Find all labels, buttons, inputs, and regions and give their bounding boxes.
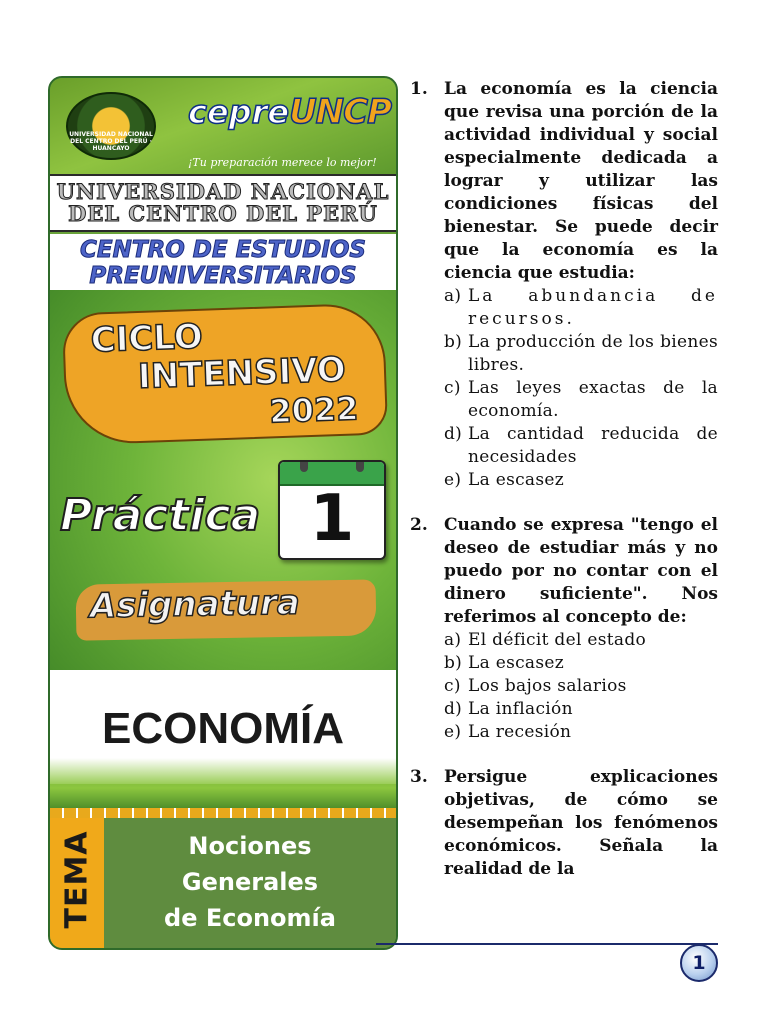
option-letter: a) xyxy=(444,630,462,650)
center-name xyxy=(50,234,396,290)
question-text: La economía es la ciencia que revisa una porción de la actividad individual y social especialmente dedicada a lograr y utilizar las condiciones físicas del bienestar. Se puede decir que la economía es la ciencia que estudia: xyxy=(444,79,718,283)
seal-text: UNIVERSIDAD NACIONAL DEL CENTRO DEL PERÚ · HUANCAYO xyxy=(69,131,153,152)
option-e xyxy=(444,721,718,744)
option-letter: b) xyxy=(444,653,463,673)
option-text: La cantidad reducida de necesidades xyxy=(468,424,718,467)
option-e xyxy=(444,469,718,492)
option-letter: d) xyxy=(444,699,463,719)
option-a xyxy=(444,285,718,331)
cycle-line-1: CICLO xyxy=(90,316,204,361)
topic-title xyxy=(104,828,396,936)
cycle-badge xyxy=(62,302,388,445)
grass-decoration xyxy=(50,758,396,808)
university-line-2: DEL CENTRO DEL PERÚ xyxy=(68,201,378,226)
option-text: La abundancia de recursos. xyxy=(468,286,718,329)
option-letter: b) xyxy=(444,332,463,352)
cycle-line-2: INTENSIVO xyxy=(137,349,347,398)
question-3 xyxy=(410,766,718,881)
university-line-1: UNIVERSIDAD NACIONAL xyxy=(56,179,390,204)
practice-label: Práctica xyxy=(60,490,261,541)
option-text: Las leyes exactas de la economía. xyxy=(468,378,718,421)
cover-panel xyxy=(48,76,398,950)
option-c xyxy=(444,675,718,698)
option-c xyxy=(444,377,718,423)
page-number: 1 xyxy=(680,944,718,982)
topic-label-strip xyxy=(50,818,104,948)
center-line-2: PREUNIVERSITARIOS xyxy=(89,263,357,289)
option-b xyxy=(444,331,718,377)
question-2 xyxy=(410,514,718,744)
subject-title: ECONOMÍA xyxy=(102,704,344,753)
option-letter: e) xyxy=(444,470,462,490)
question-number: 3. xyxy=(410,767,428,787)
cover-header xyxy=(50,78,396,174)
footer-rule xyxy=(376,943,718,945)
questions-column xyxy=(410,78,718,894)
option-text: La inflación xyxy=(468,699,573,719)
calendar-ring-icon xyxy=(356,460,364,472)
option-text: La escasez xyxy=(468,470,565,490)
option-text: La escasez xyxy=(468,653,565,673)
option-text: El déficit del estado xyxy=(468,630,647,650)
calendar-icon xyxy=(278,460,386,560)
option-b xyxy=(444,652,718,675)
option-letter: c) xyxy=(444,378,461,398)
topic-divider xyxy=(50,808,396,818)
cover-artwork xyxy=(50,290,396,710)
option-letter: c) xyxy=(444,676,461,696)
topic-line-2: Generales xyxy=(181,868,319,896)
topic-line-3: de Economía xyxy=(164,904,336,932)
option-a xyxy=(444,629,718,652)
question-number: 1. xyxy=(410,79,428,99)
tagline: ¡Tu preparación merece lo mejor! xyxy=(188,156,377,169)
option-letter: e) xyxy=(444,722,462,742)
option-text: Los bajos salarios xyxy=(468,676,627,696)
option-text: La recesión xyxy=(468,722,572,742)
cycle-year: 2022 xyxy=(268,389,360,431)
university-name xyxy=(50,174,396,232)
topic-line-1: Nociones xyxy=(188,832,312,860)
topic-label: TEMA xyxy=(59,830,95,929)
question-1 xyxy=(410,78,718,492)
question-number: 2. xyxy=(410,515,428,535)
question-text: Persigue explicaciones objetivas, de cómo se desempeñan los fenómenos económicos. Señala la realidad de la xyxy=(444,767,718,879)
option-text: La producción de los bienes libres. xyxy=(468,332,718,375)
practice-number: 1 xyxy=(309,482,355,556)
option-letter: d) xyxy=(444,424,463,444)
calendar-ring-icon xyxy=(300,460,308,472)
subject-label: Asignatura xyxy=(89,582,301,627)
university-seal-icon xyxy=(66,92,156,160)
question-text: Cuando se expresa "tengo el deseo de estudiar más y no puedo por no contar con el dinero suficiente". Nos referimos al concepto de: xyxy=(444,515,718,627)
brand-logo xyxy=(188,92,391,132)
center-line-1: CENTRO DE ESTUDIOS xyxy=(79,237,367,263)
option-d xyxy=(444,423,718,469)
brand-suffix: UNCP xyxy=(289,92,391,132)
option-letter: a) xyxy=(444,286,462,306)
brand-prefix: cepre xyxy=(188,93,290,131)
option-d xyxy=(444,698,718,721)
subject-label-banner xyxy=(76,579,377,640)
